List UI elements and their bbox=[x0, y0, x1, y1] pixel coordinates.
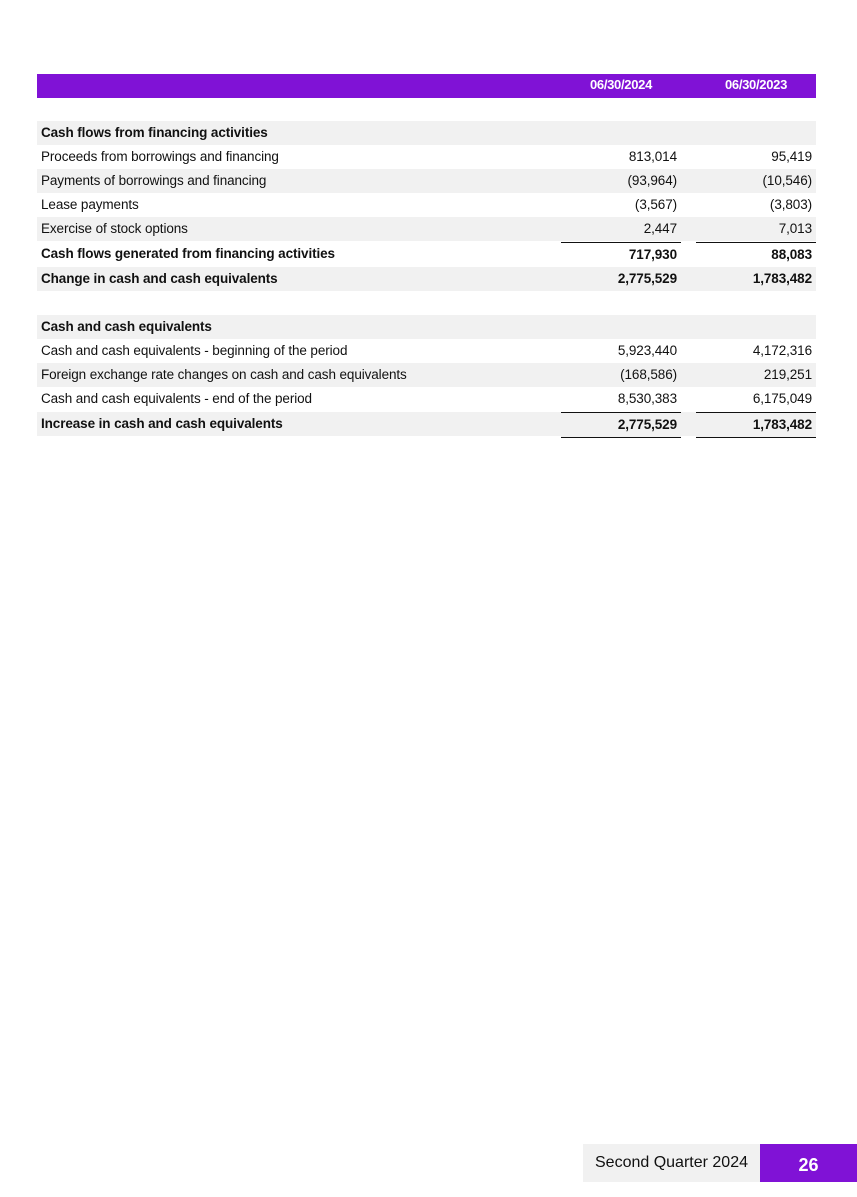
row-label: Cash and cash equivalents - beginning of the period bbox=[41, 343, 348, 358]
row-value-2023: (3,803) bbox=[696, 193, 816, 217]
total-label: Increase in cash and cash equivalents bbox=[41, 416, 283, 431]
row-value-2023: 7,013 bbox=[696, 217, 816, 241]
section-title-label: Cash and cash equivalents bbox=[41, 319, 212, 334]
change-value-2023: 1,783,482 bbox=[696, 267, 816, 291]
table-row bbox=[37, 169, 816, 193]
row-value-2023: 95,419 bbox=[696, 145, 816, 169]
row-value-2024: 8,530,383 bbox=[561, 387, 681, 411]
table-row bbox=[37, 363, 816, 387]
change-label: Change in cash and cash equivalents bbox=[41, 271, 278, 286]
subtotal-label: Cash flows generated from financing activities bbox=[41, 246, 335, 261]
subtotal-value-2024: 717,930 bbox=[561, 242, 681, 268]
row-label: Exercise of stock options bbox=[41, 221, 188, 236]
table-row bbox=[37, 145, 816, 169]
total-value-2023: 1,783,482 bbox=[696, 412, 816, 438]
row-label: Proceeds from borrowings and financing bbox=[41, 149, 279, 164]
row-value-2024: (93,964) bbox=[561, 169, 681, 193]
row-value-2023: 219,251 bbox=[696, 363, 816, 387]
row-label: Foreign exchange rate changes on cash and cash equivalents bbox=[41, 367, 407, 382]
column-header-2023: 06/30/2023 bbox=[724, 77, 788, 92]
row-value-2024: 5,923,440 bbox=[561, 339, 681, 363]
row-label: Payments of borrowings and financing bbox=[41, 173, 267, 188]
table-row bbox=[37, 217, 816, 241]
table-row bbox=[37, 339, 816, 363]
row-value-2023: 4,172,316 bbox=[696, 339, 816, 363]
section-title-financing bbox=[37, 121, 816, 145]
row-value-2024: 2,447 bbox=[561, 217, 681, 241]
subtotal-value-2023: 88,083 bbox=[696, 242, 816, 268]
row-value-2024: 813,014 bbox=[561, 145, 681, 169]
subtotal-row bbox=[37, 242, 816, 266]
page-footer bbox=[583, 1144, 857, 1182]
change-value-2024: 2,775,529 bbox=[561, 267, 681, 291]
table-header-bar bbox=[37, 74, 816, 98]
row-value-2024: (168,586) bbox=[561, 363, 681, 387]
section-title-cash bbox=[37, 315, 816, 339]
row-label: Cash and cash equivalents - end of the period bbox=[41, 391, 312, 406]
row-label: Lease payments bbox=[41, 197, 139, 212]
table-row bbox=[37, 193, 816, 217]
row-value-2023: 6,175,049 bbox=[696, 387, 816, 411]
row-value-2024: (3,567) bbox=[561, 193, 681, 217]
page-number: 26 bbox=[760, 1144, 857, 1182]
section-title-label: Cash flows from financing activities bbox=[41, 125, 268, 140]
column-header-2024: 06/30/2024 bbox=[589, 77, 653, 92]
row-value-2023: (10,546) bbox=[696, 169, 816, 193]
total-value-2024: 2,775,529 bbox=[561, 412, 681, 438]
total-row bbox=[37, 412, 816, 436]
change-row bbox=[37, 267, 816, 291]
footer-period-label: Second Quarter 2024 bbox=[583, 1144, 760, 1182]
table-row bbox=[37, 387, 816, 411]
